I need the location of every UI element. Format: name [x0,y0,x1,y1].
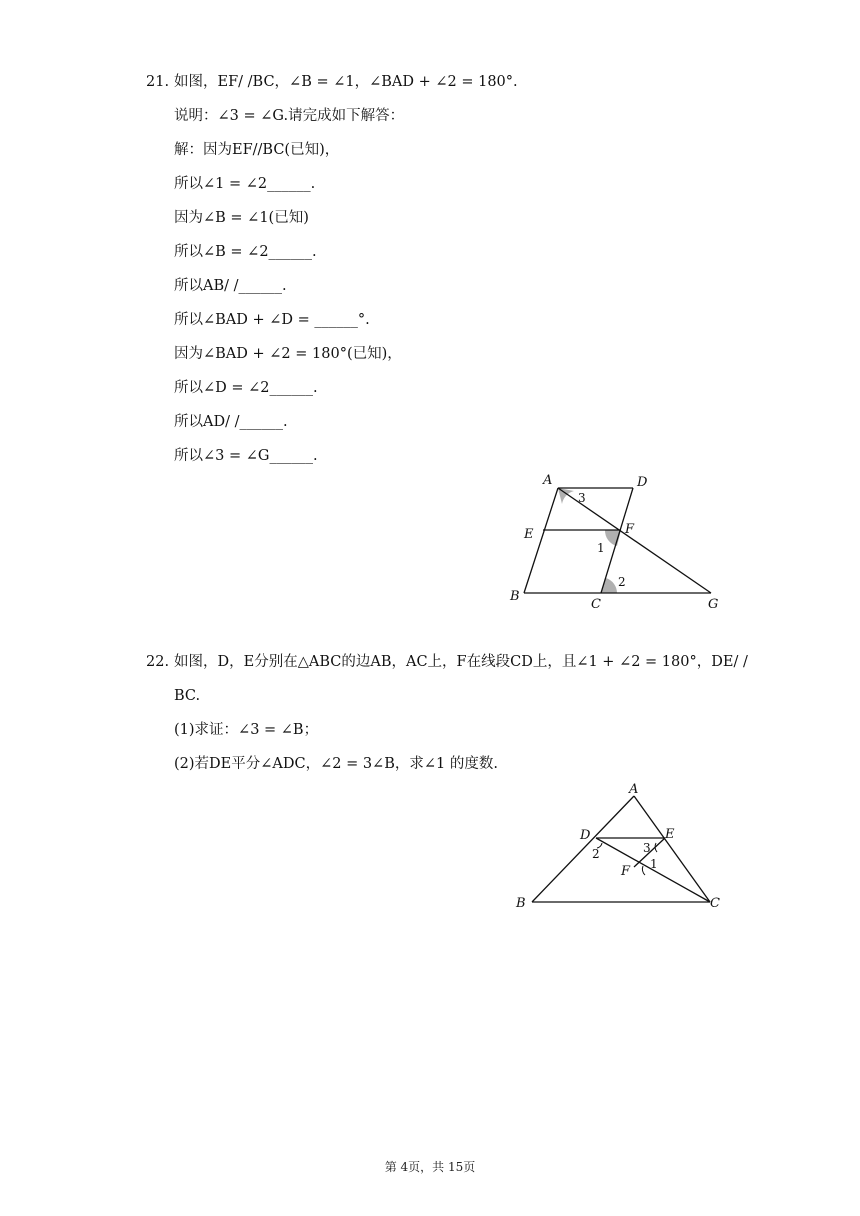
problem-21-line-11: 所以∠3 = ∠G______. [174,448,318,464]
parallelogram-figure [500,468,740,618]
problem-21-line-5: 所以∠B = ∠2______. [174,244,317,260]
problem-21-figure [500,468,740,618]
angle-3-arc [655,843,657,852]
label-F: F [625,522,635,537]
label-B: B [510,589,520,604]
label-E: E [524,527,534,542]
problem-21-line-0 [146,72,518,92]
problem-22-line-1: BC. [174,688,201,704]
problem-21-line-9: 所以∠D = ∠2______. [174,380,318,396]
label-angle-2: 2 [592,847,600,861]
triangle-figure [510,778,730,918]
problem-21-statement: 如图，EF/ /BC，∠B = ∠1，∠BAD + ∠2 = 180°. [174,74,518,90]
label-angle-3: 3 [578,491,586,505]
label-angle-2: 2 [618,575,626,589]
label-G: G [708,597,719,612]
label-C: C [591,597,601,612]
label-B: B [516,896,526,911]
segment-AB [532,796,634,902]
page-footer: 第 4页，共 15页 [384,1160,476,1174]
problem-21-number: 21. [146,74,170,90]
angle-1-mark [605,530,621,546]
label-A: A [543,473,553,488]
problem-22-line-2: (1)求证：∠3 = ∠B； [174,722,319,738]
problem-22-figure [510,778,730,918]
problem-22-statement: 如图，D，E分别在△ABC的边AB，AC上，F在线段CD上，且∠1 + ∠2 = 180°，DE/ / [174,654,748,670]
problem-22-number: 22. [146,654,170,670]
problem-21-line-6: 所以AB/ /______. [174,278,287,294]
problem-21-line-7: 所以∠BAD + ∠D = ______°. [174,312,370,328]
problem-22-line-3: (2)若DE平分∠ADC，∠2 = 3∠B，求∠1 的度数. [174,756,498,772]
label-angle-1: 1 [597,541,605,555]
label-A: A [629,782,639,797]
label-C: C [710,896,720,911]
problem-21-line-4: 因为∠B = ∠1(已知) [174,210,309,226]
problem-21-line-10: 所以AD/ /______. [174,414,288,430]
label-D: D [580,828,591,843]
label-angle-3: 3 [643,841,651,855]
problem-21-line-2: 解：因为EF//BC(已知)， [174,142,340,158]
segment-DC [601,488,633,593]
label-D: D [637,475,648,490]
angle-1-arc [642,866,645,875]
problem-22-line-0 [146,652,748,672]
label-F: F [621,864,631,879]
problem-21-line-3: 所以∠1 = ∠2______. [174,176,316,192]
label-E: E [665,827,675,842]
label-angle-1: 1 [650,857,658,871]
problem-21-line-8: 因为∠BAD + ∠2 = 180°(已知)， [174,346,402,362]
problem-21-line-1: 说明：∠3 = ∠G.请完成如下解答： [174,108,405,124]
